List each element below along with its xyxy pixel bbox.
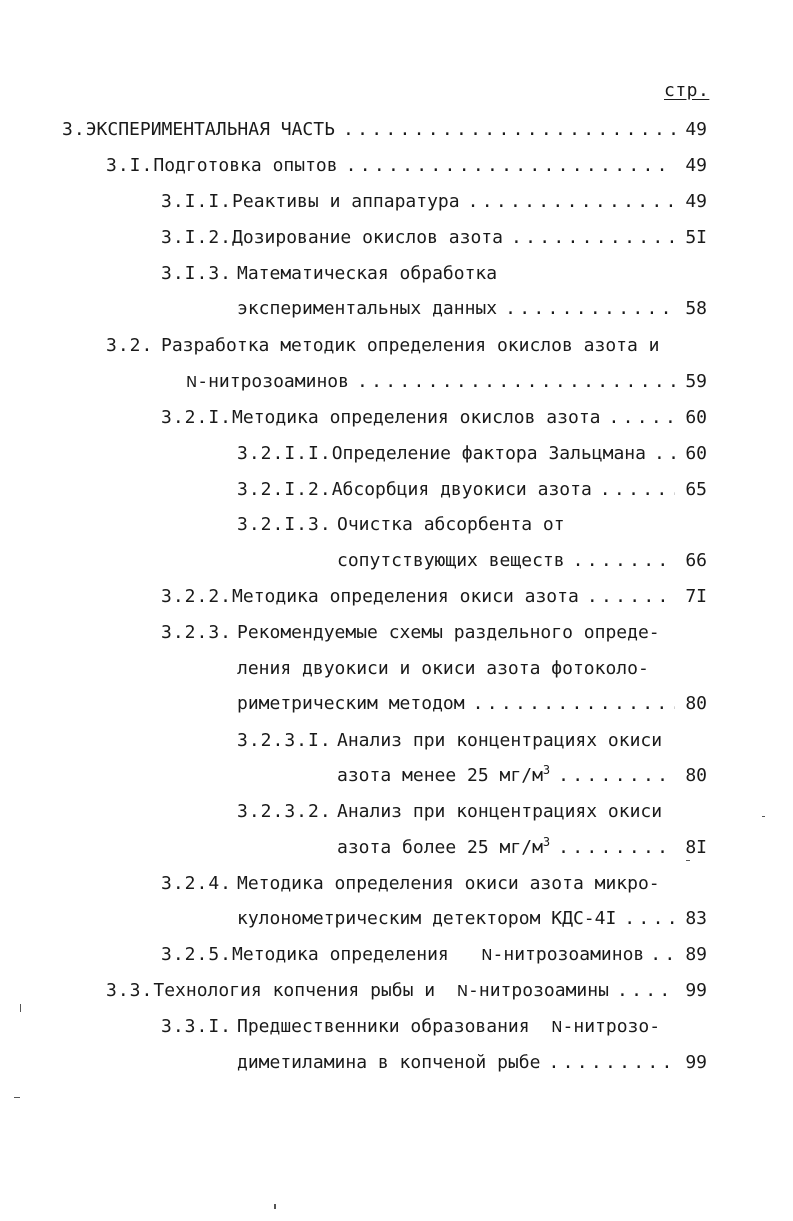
entry-title: Методика определения окислов азота [232,407,601,428]
entry-number: 3.3. [106,980,154,1001]
entry-number: 3.2.3.I. [237,730,332,751]
entry-number: 3.2.I.2. [237,479,332,500]
dot-leader [468,189,676,215]
entry-title-continuation: экспериментальных данных [237,298,498,319]
entry-page: 49 [685,119,707,140]
entry-title: Подготовка опытов [153,155,338,176]
dot-leader [511,225,675,251]
entry-title: Математическая обработка [237,263,498,284]
toc-entry-3-2-3-2-line1 [237,799,707,825]
toc-entry-3-2-1-2 [237,477,707,503]
entry-title-tail: -нитрозо- [562,1016,661,1037]
entry-page: 80 [685,765,707,786]
scan-speck [686,860,690,861]
entry-title [237,1014,660,1040]
toc-entry-3-2-1 [161,405,707,431]
toc-entry-3-1 [106,153,707,179]
entry-title: Абсорбция двуокиси азота [331,479,592,500]
entry-title-continuation: кулонометрическим детектором КДС-4I [237,908,617,929]
entry-title-text: Технология копчения рыбы и [153,980,436,1001]
entry-title: ЭКСПЕРИМЕНТАЛЬНАЯ ЧАСТЬ [85,119,335,140]
dot-leader [617,978,675,1004]
entry-title-text: Методика определения [232,944,449,965]
dot-leader [505,296,675,322]
entry-page: 49 [685,191,707,212]
scan-speck [762,816,765,817]
n-symbol: N [186,373,198,391]
entry-number: 3.2.2. [161,586,233,607]
toc-entry-3-2-4-line2 [237,906,707,932]
dot-leader [558,835,675,861]
dot-leader [346,153,676,179]
toc-entry-3-2-1-1 [237,441,707,467]
scan-speck [14,1097,20,1098]
toc-entry-3-2-3-1-line2 [337,763,707,789]
entry-page: 80 [685,693,707,714]
dot-leader [624,906,675,932]
toc-entry-3-2-4-line1 [161,871,707,897]
entry-page: 83 [685,908,707,929]
n-symbol: N [551,1018,563,1036]
toc-entry-3-2-2 [161,584,707,610]
scan-speck [20,1004,21,1012]
toc-entry-3-2-3-line1 [161,620,707,646]
entry-page: 8I [685,837,707,858]
entry-title: Анализ при концентрациях окиси [337,730,663,751]
entry-number: 3.3.I. [161,1016,233,1037]
dot-leader [650,942,675,968]
entry-page: 89 [685,944,707,965]
dot-leader [573,548,676,574]
entry-number: 3.2. [106,335,154,356]
entry-title: Методика определения окиси азота [232,586,579,607]
entry-title-continuation [337,835,550,861]
entry-title [153,978,609,1004]
toc-entry-3-2-5 [161,942,707,968]
superscript: 3 [542,835,551,849]
entry-title-continuation [337,763,550,789]
toc-entry-3-2-3-1-line1 [237,728,707,754]
entry-number: 3.I. [106,155,154,176]
entry-page: 49 [685,155,707,176]
entry-number: 3. [62,119,86,140]
entry-page: 65 [685,479,707,500]
dot-leader [654,441,675,467]
entry-number: 3.2.I. [161,407,233,428]
page-column-header: стр. [664,80,710,101]
toc-entry-3-3-1-line2 [237,1050,707,1076]
toc-entry-3-2-line2 [186,369,707,395]
entry-page: 66 [685,550,707,571]
entry-title: Анализ при концентрациях окиси [337,801,663,822]
toc-entry-3-2-3-line3 [237,691,707,717]
toc-entry-3-1-3-line1 [161,261,707,287]
entry-page: 99 [685,980,707,1001]
entry-number: 3.2.4. [161,873,233,894]
dot-leader [587,584,676,610]
entry-number: 3.2.3. [161,622,233,643]
dot-leader [548,1050,675,1076]
entry-title-continuation: сопутствующих веществ [337,550,565,571]
toc-entry-3-1-3-line2 [237,296,707,322]
entry-title-tail: -нитрозоамины [468,980,609,1001]
dot-leader [343,117,675,143]
entry-title-tail: -нитрозоаминов [197,371,349,392]
superscript: 3 [542,763,551,777]
entry-title-text: азота более 25 мг/м [337,837,543,858]
entry-number: 3.I.2. [161,227,233,248]
toc-entry-3-3 [106,978,707,1004]
entry-page: 5I [685,227,707,248]
entry-number: 3.I.3. [161,263,233,284]
toc-entry-3-2-1-3-line1 [237,512,707,538]
entry-title: Определение фактора Зальцмана [331,443,646,464]
entry-page: 60 [685,443,707,464]
toc-entry-3-3-1-line1 [161,1014,707,1040]
entry-page: 60 [685,407,707,428]
toc-entry-3-2-line1 [106,333,707,359]
scan-speck [274,1204,276,1209]
dot-leader [609,405,676,431]
entry-number: 3.2.I.3. [237,514,332,535]
toc-entry-3-2-3-2-line2 [337,835,707,861]
entry-title: Реактивы и аппаратура [232,191,460,212]
entry-number: 3.2.5. [161,944,233,965]
entry-number: 3.2.I.I. [237,443,332,464]
entry-title-text: Предшественники образования [237,1016,530,1037]
n-symbol: N [456,982,469,1000]
entry-title-continuation [186,369,349,395]
entry-title: Рекомендуемые схемы раздельного опреде- [237,622,660,643]
entry-title: Дозирование окислов азота [232,227,503,248]
entry-page: 58 [685,298,707,319]
toc-entry-3-1-1 [161,189,707,215]
entry-number: 3.I.I. [161,191,233,212]
entry-title: Очистка абсорбента от [337,514,565,535]
dot-leader [473,691,676,717]
entry-title-tail: -нитрозоаминов [492,944,645,965]
entry-title-continuation: риметрическим методом [237,693,465,714]
entry-title: Методика определения окиси азота микро- [237,873,660,894]
dot-leader [558,763,675,789]
n-symbol: N [481,946,493,964]
entry-number: 3.2.3.2. [237,801,332,822]
entry-page: 99 [685,1052,707,1073]
toc-entry-3 [62,117,707,143]
dot-leader [357,369,675,395]
toc-entry-3-2-3-line2 [237,656,707,682]
entry-page: 7I [685,586,707,607]
entry-title-continuation: ления двуокиси и окиси азота фотоколо- [237,658,649,679]
toc-entry-3-1-2 [161,225,707,251]
entry-page: 59 [685,371,707,392]
entry-title [232,942,644,968]
dot-leader [600,477,676,503]
entry-title: Разработка методик определения окислов азота и [161,335,660,356]
entry-title-continuation: диметиламина в копченой рыбе [237,1052,541,1073]
entry-title-text: азота менее 25 мг/м [337,765,543,786]
toc-entry-3-2-1-3-line2 [337,548,707,574]
